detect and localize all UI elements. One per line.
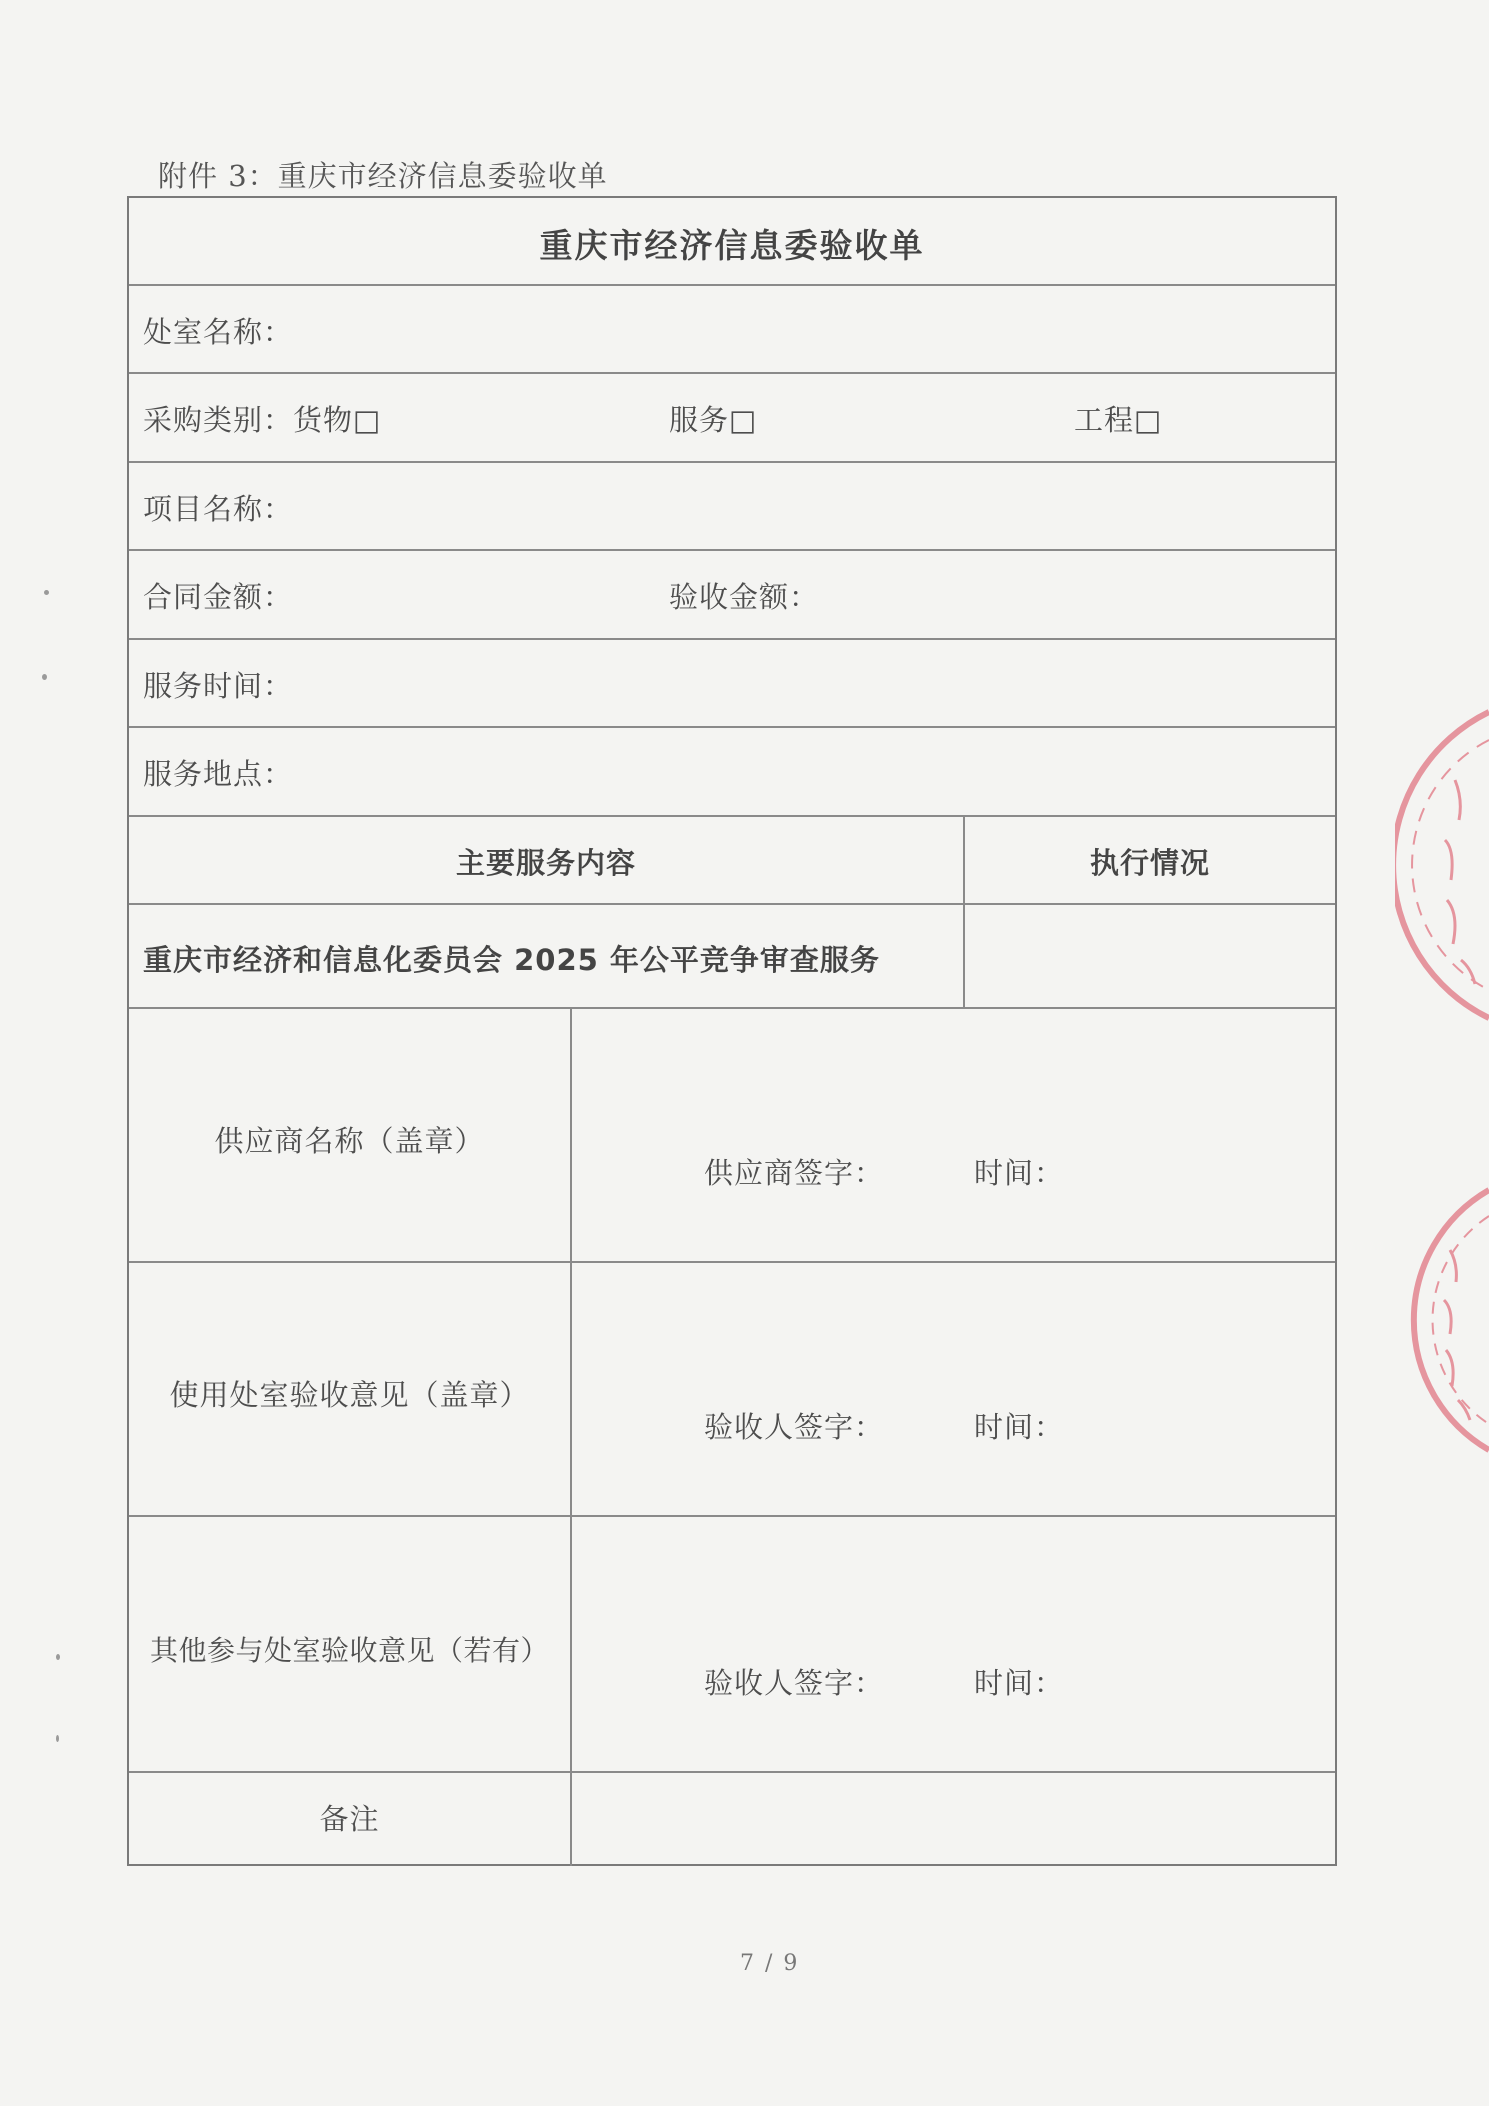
scan-speck [56,1735,59,1742]
form-title: 重庆市经济信息委验收单 [539,226,925,265]
execution-header: 执行情况 [1089,846,1210,880]
other-dept-row [129,1517,1335,1773]
using-dept-sign-label: 验收人签字： [704,1410,885,1444]
department-label: 处室名称： [143,315,294,349]
contract-amount-label: 合同金额： [143,580,294,614]
acceptance-form [127,196,1337,1866]
purchase-type-service[interactable]: 服务□ [669,403,758,437]
other-dept-time-label: 时间： [974,1666,1065,1700]
using-dept-divider [570,1263,572,1515]
service-item-row [129,905,1335,1009]
amount-row [129,551,1335,640]
using-dept-label: 使用处室验收意见（盖章） [169,1378,530,1412]
supplier-sign-label: 供应商签字： [704,1156,885,1190]
remarks-row [129,1773,1335,1866]
scan-speck [42,674,47,680]
supplier-time-label: 时间： [974,1156,1065,1190]
purchase-type-engineering[interactable]: 工程□ [1074,403,1163,437]
supplier-row [129,1009,1335,1263]
remarks-divider [570,1773,572,1866]
purchase-type-goods[interactable]: 采购类别：货物□ [143,403,382,437]
purchase-type-row [129,374,1335,463]
remarks-label: 备注 [319,1802,380,1836]
other-dept-sign-label: 验收人签字： [704,1666,885,1700]
acceptance-amount-label: 验收金额： [669,580,820,614]
scan-speck [44,590,49,595]
service-item-divider [963,905,965,1007]
other-dept-divider [570,1517,572,1771]
content-header-row [129,817,1335,905]
attachment-title: 附件 3：重庆市经济信息委验收单 [158,159,608,193]
supplier-label: 供应商名称（盖章） [214,1124,485,1158]
service-item: 重庆市经济和信息化委员会 2025 年公平竞争审查服务 [143,943,880,977]
page-number: 7 / 9 [740,1951,800,1976]
other-dept-label: 其他参与处室验收意见（若有） [149,1634,549,1667]
service-time-label: 服务时间： [143,669,294,703]
service-location-label: 服务地点： [143,757,294,791]
seal-stamp-bottom [1410,1180,1489,1460]
using-dept-time-label: 时间： [974,1410,1065,1444]
department-row [129,286,1335,374]
project-name-row [129,463,1335,551]
project-name-label: 项目名称： [143,492,294,526]
scan-speck [56,1654,60,1660]
service-time-row [129,640,1335,728]
form-title-row [129,198,1335,286]
seal-stamp-top [1395,700,1489,1030]
using-dept-row [129,1263,1335,1517]
service-location-row [129,728,1335,817]
main-content-header: 主要服务内容 [455,846,636,880]
supplier-divider [570,1009,572,1261]
